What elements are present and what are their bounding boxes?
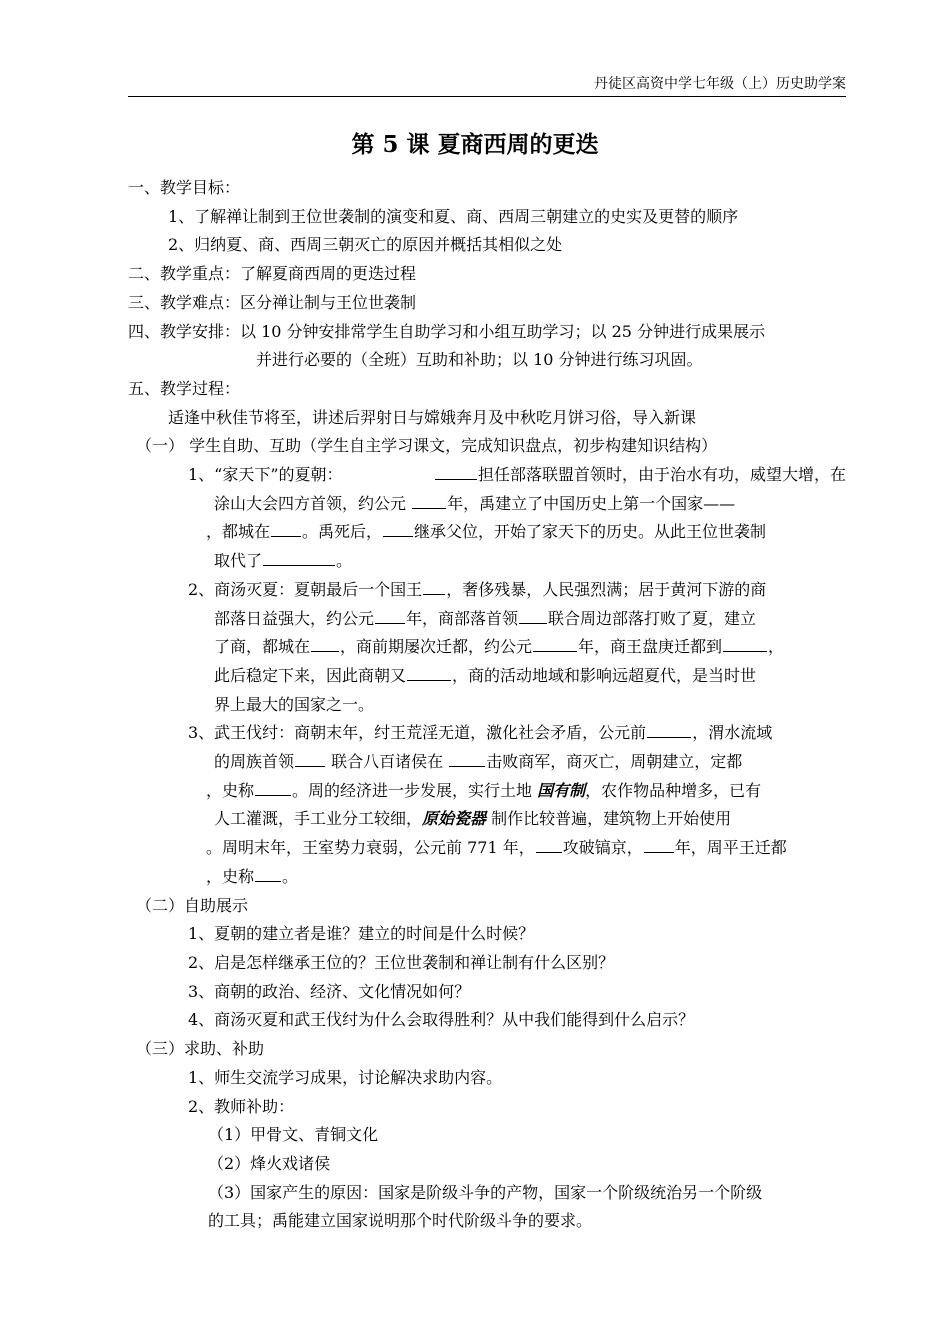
fill-blank[interactable] xyxy=(723,633,767,652)
fill-blank[interactable] xyxy=(423,576,445,595)
shang-line-4: 此后稳定下来，因此商朝又 ，商的活动地域和影响远超夏代，是当时世 xyxy=(128,662,846,691)
fill-blank[interactable] xyxy=(383,518,413,537)
shang-line-2: 部落日益强大，约公元 年，商部落首领 联合周边部落打败了夏，建立 xyxy=(128,605,846,634)
page-header: 丹徒区高资中学七年级（上）历史助学案 xyxy=(128,74,846,97)
section-objectives-heading: 一、教学目标： xyxy=(128,178,241,197)
fill-blank[interactable] xyxy=(519,605,547,624)
fill-blank[interactable] xyxy=(295,748,325,767)
help-item-1: 1、师生交流学习成果，讨论解决求助内容。 xyxy=(188,1067,503,1087)
help-sub-1: （1）甲骨文、青铜文化 xyxy=(208,1125,379,1145)
xia-line-3: ，都城在 。禹死后， 继承父位，开始了家天下的历史。从此王位世袭制 xyxy=(128,518,846,547)
part-1-heading: （一） 学生自助、互助（学生自主学习课文，完成知识盘点，初步构建知识结构） xyxy=(136,436,718,456)
section-key-point: 二、教学重点：了解夏商西周的更迭过程 xyxy=(128,264,417,284)
zhou-line-3: ，史称 。周的经济进一步发展，实行土地 国有制，农作物品种增多，已有 xyxy=(128,777,846,806)
shang-line-5: 界上最大的国家之一。 xyxy=(214,694,375,714)
section-arrangement-cont: 并进行必要的（全班）互助和补助；以 10 分钟进行练习巩固。 xyxy=(256,350,703,370)
fill-blank[interactable] xyxy=(375,605,405,624)
lesson-content xyxy=(128,174,846,1236)
fill-blank[interactable] xyxy=(449,748,485,767)
shang-line-1: 2、商汤灭夏：夏朝最后一个国王 ，奢侈残暴，人民强烈满；居于黄河下游的商 xyxy=(128,576,846,605)
help-item-2: 2、教师补助： xyxy=(188,1096,295,1116)
section-process-heading: 五、教学过程： xyxy=(128,378,241,398)
section-arrangement: 四、教学安排：以 10 分钟安排常学生自助学习和小组互助学习；以 25 分钟进行成果展示 xyxy=(128,321,766,341)
part-2-heading: （二）自助展示 xyxy=(136,895,249,915)
emphasis-proto-porcelain: 原始瓷器 xyxy=(422,809,487,829)
question-3: 3、商朝的政治、经济、文化情况如何？ xyxy=(188,981,471,1001)
help-sub-2: （2）烽火戏诸侯 xyxy=(208,1153,331,1173)
help-sub-3: （3）国家产生的原因：国家是阶级斗争的产物，国家一个阶级统治另一个阶级 xyxy=(208,1182,763,1202)
fill-blank[interactable] xyxy=(255,777,291,796)
help-sub-3-cont: 的工具；禹能建立国家说明那个时代阶级斗争的要求。 xyxy=(208,1211,593,1231)
objective-2: 2、归纳夏、商、西周三朝灭亡的原因并概括其相似之处 xyxy=(168,235,563,255)
question-1: 1、夏朝的建立者是谁？建立的时间是什么时候？ xyxy=(188,924,535,944)
fill-blank[interactable] xyxy=(536,834,562,853)
question-2: 2、启是怎样继承王位的？王位世袭制和禅让制有什么区别？ xyxy=(188,952,615,972)
fill-blank[interactable] xyxy=(271,518,301,537)
shang-line-3: 了商，都城在 ，商前期屡次迁都，约公元 年，商王盘庚迁都到 ， xyxy=(128,633,846,662)
zhou-line-1: 3、武王伐纣：商朝末年，纣王荒淫无道，激化社会矛盾，公元前 ，渭水流域 xyxy=(128,719,846,748)
zhou-line-6: ，史称 。 xyxy=(128,863,846,892)
question-4: 4、商汤灭夏和武王伐纣为什么会取得胜利？从中我们能得到什么启示？ xyxy=(188,1010,695,1030)
section-difficulty: 三、教学难点：区分禅让制与王位世袭制 xyxy=(128,292,417,312)
intro-text: 适逢中秋佳节将至，讲述后羿射日与嫦娥奔月及中秋吃月饼习俗，导入新课 xyxy=(168,407,697,427)
zhou-line-4: 人工灌溉，手工业分工较细，原始瓷器 制作比较普遍，建筑物上开始使用 xyxy=(214,809,732,829)
fill-blank[interactable] xyxy=(533,633,577,652)
lesson-title: 第 5 课 夏商西周的更迭 xyxy=(351,131,599,158)
fill-blank[interactable] xyxy=(644,834,674,853)
xia-line-2: 涂山大会四方首领，约公元 年，禹建立了中国历史上第一个国家—— xyxy=(128,490,846,519)
fill-blank[interactable] xyxy=(255,863,281,882)
fill-blank[interactable] xyxy=(407,662,451,681)
fill-blank[interactable] xyxy=(647,719,691,738)
fill-blank[interactable] xyxy=(311,633,339,652)
fill-blank[interactable] xyxy=(435,461,477,480)
xia-label: 1、“家天下”的夏朝： xyxy=(188,465,343,485)
zhou-line-5: 。周明末年，王室势力衰弱，公元前 771 年， 攻破镐京， 年，周平王迁都 xyxy=(128,834,846,863)
objective-1: 1、了解禅让制到王位世袭制的演变和夏、商、西周三朝建立的史实及更替的顺序 xyxy=(168,206,739,226)
emphasis-state-ownership: 国有制 xyxy=(537,780,586,800)
fill-blank[interactable] xyxy=(263,547,335,566)
fill-blank[interactable] xyxy=(412,490,446,509)
part-3-heading: （三）求助、补助 xyxy=(136,1039,265,1059)
xia-line-1: 1、“家天下”的夏朝： 担任部落联盟首领时，由于治水有功，威望大增，在 xyxy=(128,461,846,490)
zhou-line-2: 的周族首领 联合八百诸侯在 击败商军，商灭亡，周朝建立，定都 xyxy=(128,748,846,777)
xia-line-4: 取代了 。 xyxy=(128,547,846,576)
